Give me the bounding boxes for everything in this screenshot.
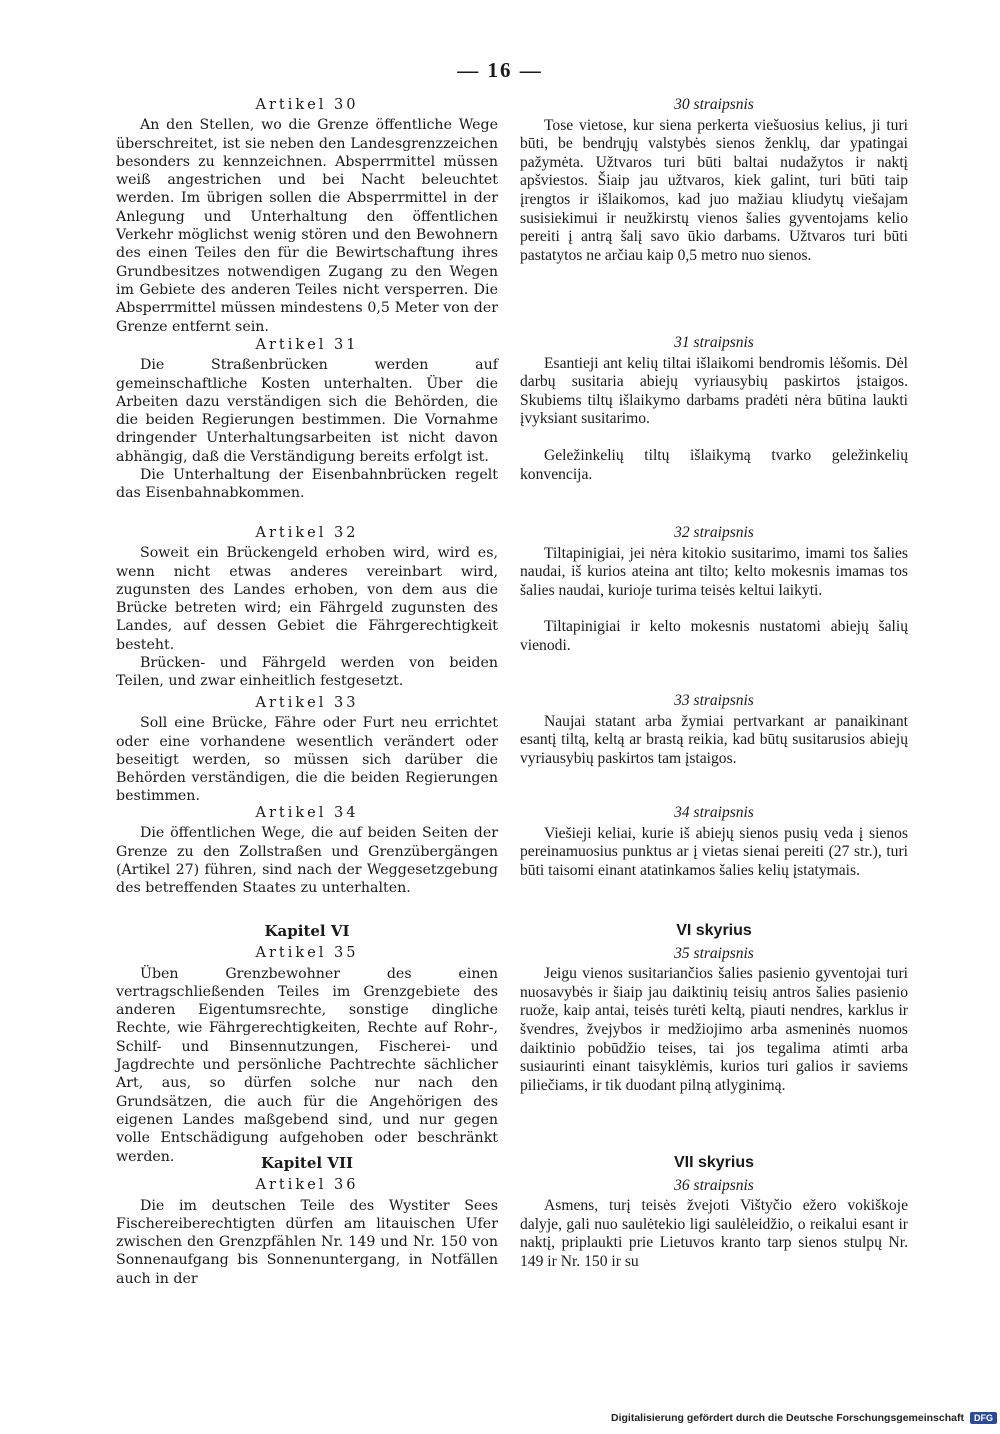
- german-article-31: [116, 336, 498, 503]
- article-paragraph: Asmens, turį teisės žvejoti Vištyčio ežero vokiškoje dalyje, gali nuo saulėtekio ligi saulėleidžio, o reikalui esant ir naktį, priplaukti prie Lietuvos kranto tarp sienos stulpų Nr. 149 ir Nr. 150 ir su: [520, 1197, 908, 1270]
- article-heading: Artikel 30: [255, 97, 359, 113]
- article-paragraph: Naujai statant arba žymiai pertvarkant ar panaikinant esantį tiltą, keltą ar brastą reikia, kad būtų susitarusios abiejų vyriausybių paskirtos tam įstaigos.: [520, 712, 908, 767]
- german-chapter-7: [116, 1154, 498, 1288]
- article-paragraph: Soll eine Brücke, Fähre oder Furt neu errichtet oder eine vorhandene wesentlich verändert oder beseitigt werden, so müssen sich darüber die Behörden verständigen, die die beiden Regierungen bestimmen.: [116, 715, 498, 805]
- german-chapter-6: [116, 922, 498, 1166]
- lithuanian-article-33: [520, 692, 908, 768]
- article-heading: Artikel 36: [255, 1177, 359, 1194]
- article-paragraph: Esantieji ant kelių tiltai išlaikomi bendromis lėšomis. Dėl darbų susitaria abiejų vyriausybių paskirtos įstaigos. Skubiems tiltų išlaikymo darbams pradėti nėra būtina laukti įvyksiant susitarimo.: [520, 354, 908, 428]
- article-heading: 35 straipsnis: [674, 944, 754, 962]
- article-heading: 31 straipsnis: [674, 334, 754, 351]
- chapter-title: VII skyrius: [673, 1154, 755, 1171]
- article-paragraph: Viešieji keliai, kurie iš abiejų sienos pusių veda į sienos pereinamuosius punktus ar į vietas sienai pereiti (27 str.), turi būti taisomi einant atatinkamos šalies kelių įstatymais.: [520, 824, 908, 879]
- article-paragraph: Üben Grenzbewohner des einen vertragschließenden Teiles im Grenzgebiete des anderen Eigentumsrechte, sonstige dingliche Rechte, wie Fährgerechtigkeiten, Rechte auf Rohr-, Schilf- und Binsennutzungen, Fischerei- und Jagdrechte und persönliche Pachtrechte sächlicher Art, aus, so dürfen solche nur nach den Grundsätzen, die auch für die Angehörigen des eigenen Landes maßgebend sind, und nur gegen volle Entschädigung aufgehoben oder beschränkt werden.: [116, 965, 498, 1165]
- article-paragraph: Jeigu vienos susitariančios šalies pasienio gyventojai turi nuosavybės ir šiaip jau daiktinių teisių antros šalies pasienio ruože, kaip antai, teisės turėti keltą, piauti nendres, karklus ir švendres, žvejybos ir medžiojimo arba asmeninės nuomos daiktinio pobūdžio teises, tai jos tegalima atimti arba susiaurinti einant taisyklėmis, kurios turi galios ir saviems piliečiams, ir tik duodant pilną atlyginimą.: [520, 965, 908, 1094]
- article-paragraph: Die im deutschen Teile des Wystiter Sees Fischereiberechtigten dürfen am litauischen Ufer zwischen den Grenzpfählen Nr. 149 und Nr. 150 von Sonnenaufgang bis Sonnenuntergang, in Notfällen auch in der: [116, 1197, 498, 1287]
- article-heading: 36 straipsnis: [674, 1176, 754, 1194]
- footer-text: Digitalisierung gefördert durch die Deutsche Forschungsgemeinschaft: [611, 1412, 964, 1424]
- article-paragraph: Tiltapinigiai, jei nėra kitokio susitarimo, imami tos šalies naudai, iš kurios ateina ant tilto; kelto mokesnis imamas tos šalies naudai, kurioje turima teisės keltui laikyti.: [520, 544, 908, 599]
- chapter-title: Kapitel VI: [264, 922, 350, 940]
- article-heading: Artikel 32: [255, 525, 359, 541]
- article-paragraph: Geležinkelių tiltų išlaikymą tvarko geležinkelių konvencija.: [520, 446, 908, 483]
- article-heading: 30 straipsnis: [674, 96, 754, 113]
- article-paragraph: Die Straßenbrücken werden auf gemeinschaftliche Kosten unterhalten. Über die Arbeiten dazu verständigen sich die Behörden, die die beiden Regierungen bestimmen. Die Vornahme dringender Unterhaltungsarbeiten ist nicht davon abhängig, daß die Verständigung bereits erfolgt ist.: [116, 357, 498, 465]
- lithuanian-article-31: [520, 334, 908, 484]
- chapter-title: Kapitel VII: [260, 1154, 353, 1172]
- article-paragraph: Die Unterhaltung der Eisenbahnbrücken regelt das Eisenbahnabkommen.: [116, 467, 498, 502]
- article-paragraph: Tiltapinigiai ir kelto mokesnis nustatomi abiejų šalių vienodi.: [520, 618, 908, 654]
- lithuanian-chapter-6: [520, 922, 908, 1095]
- lithuanian-article-34: [520, 804, 908, 880]
- article-heading: Artikel 33: [255, 695, 359, 711]
- article-heading: Artikel 34: [255, 805, 359, 821]
- article-heading: 34 straipsnis: [674, 804, 754, 821]
- digitization-footer: [611, 1412, 997, 1424]
- article-heading: 32 straipsnis: [674, 524, 754, 541]
- article-paragraph: Brücken- und Fährgeld werden von beiden Teilen, und zwar einheitlich festgesetzt.: [116, 655, 498, 690]
- german-article-33: [116, 694, 498, 806]
- german-article-32: [116, 524, 498, 691]
- article-heading: Artikel 31: [255, 337, 359, 353]
- german-article-30: [116, 96, 498, 336]
- dfg-logo: DFG: [970, 1412, 997, 1424]
- article-heading: 33 straipsnis: [674, 692, 754, 709]
- article-paragraph: Soweit ein Brückengeld erhoben wird, wird es, wenn nicht etwas anderes vereinbart wird, zugunsten des Landes erhoben, von dem aus die Brücke betreten wird; ein Fährgeld zugunsten des Landes, auf dessen Gebiet die Fährgerechtigkeit besteht.: [116, 545, 498, 653]
- lithuanian-article-30: [520, 96, 908, 265]
- article-paragraph: Tose vietose, kur siena perkerta viešuosius kelius, ji turi būti, be bendrųjų valstybės sienos ženklų, dar ypatingai pažymėta. Užtvaros turi būti baltai nudažytos ir naktį apšviestos. Šiaip jau užtvaros, kiek galint, turi būti taip įrengtos ir išlaikomos, kad juo mažiau kliudytų viešajam susisiekimui ir neužkirstų vienos šalies gyventojams kelio pereiti į antrą šalį savo ūkio darbams. Užtvaros turi būti pastatytos ne arčiau kaip 0,5 metro nuo sienos.: [520, 116, 908, 264]
- chapter-title: VI skyrius: [676, 922, 752, 939]
- article-heading: Artikel 35: [255, 945, 359, 962]
- article-paragraph: Die öffentlichen Wege, die auf beiden Seiten der Grenze zu den Zollstraßen und Grenzübergängen (Artikel 27) führen, sind nach der Weggesetzgebung des betreffenden Staates zu unterhalten.: [116, 825, 498, 897]
- article-paragraph: An den Stellen, wo die Grenze öffentliche Wege überschreitet, ist sie neben den Landesgrenzzeichen besonders zu kennzeichnen. Absperrmittel müssen weiß angestrichen und bei Nacht beleuchtet werden. Im übrigen sollen die Absperrmittel in der Anlegung und Unterhaltung den öffentlichen Verkehr möglichst wenig stören und den Bewohnern des einen Teiles den für die Bewirtschaftung ihres Grundbesitzes notwendigen Zugang zu den Wegen im Gebiete des anderen Teiles nicht versperren. Die Absperrmittel müssen mindestens 0,5 Meter von der Grenze entfernt sein.: [116, 117, 498, 335]
- lithuanian-chapter-7: [520, 1154, 908, 1272]
- lithuanian-article-32: [520, 524, 908, 656]
- german-article-34: [116, 804, 498, 897]
- page-number: — 16 —: [457, 58, 543, 82]
